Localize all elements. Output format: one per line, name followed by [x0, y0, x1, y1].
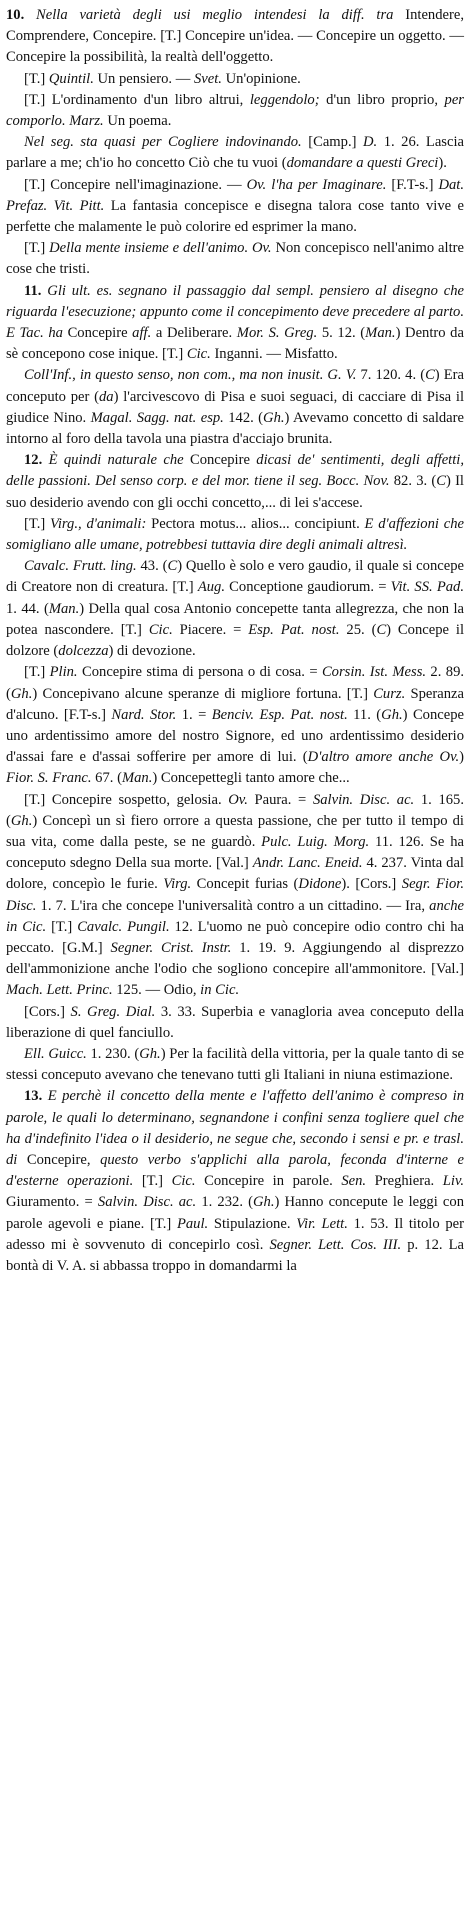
text-run: aff.	[132, 325, 152, 342]
text-run: ) Per la facilità della vittoria, per la quale tanto di se stessi conceputo avevano che tenevano tutti gli Italiani in niuna estimazione.	[6, 1045, 464, 1084]
text-run: Intendere, Comprendere, Concepire. [T.] Concepire un'idea. — Concepire un oggetto. — Concepire la possibilità, la realtà dell'oggetto.	[6, 7, 464, 66]
para-plin	[6, 662, 464, 789]
text-run: per comporlo. Marz.	[6, 91, 464, 130]
text-run: Cic.	[171, 1173, 196, 1190]
text-run: Concepire	[183, 452, 257, 469]
text-run: Concepit furias (	[191, 876, 299, 893]
text-run: ).	[438, 155, 447, 172]
text-run: anche in Cic.	[6, 897, 464, 935]
text-run: Un poema.	[103, 113, 172, 130]
text-run: 5. 12. (	[317, 325, 366, 342]
text-run: Concepire stima di persona o di cosa. =	[77, 664, 322, 681]
text-run: [Camp.]	[301, 134, 363, 151]
text-run: [T.]	[24, 70, 49, 87]
text-run: 4. 237. Vinta dal dolore, concepìo le furie.	[6, 855, 464, 893]
para-virg-animali	[6, 514, 464, 556]
text-run: Paul.	[176, 1215, 209, 1232]
text-run: 43. (	[136, 558, 168, 575]
para-quintil	[6, 69, 464, 90]
text-run: Segner. Lett. Cos. III.	[269, 1236, 402, 1253]
text-run: Andr. Lanc. Eneid.	[252, 855, 363, 872]
text-run: ) Avevamo concetto di saldare intorno al foro della tavola una piastra d'acciajo brunita.	[6, 409, 464, 448]
text-run: Concepire in parole.	[195, 1173, 342, 1190]
text-run: ) Hanno concepute le leggi con parole agevoli e piane. [T.]	[6, 1194, 464, 1232]
text-run: Un'opinione.	[221, 70, 301, 87]
text-run: Coll'Inf., in questo senso, non com., ma non inusit. G. V.	[24, 367, 357, 384]
text-run: Speranza d'alcuno. [F.T-s.]	[6, 685, 464, 723]
text-run: ) Concepivano alcune speranze di migliore fortuna. [T.]	[32, 685, 374, 702]
para-sospetto	[6, 790, 464, 1002]
section-10	[6, 5, 464, 69]
text-run: Concepire	[62, 325, 133, 342]
text-run: È quindi naturale che	[42, 452, 184, 469]
text-run: ) Dentro da sè concepono cose inique. [T.]	[6, 325, 464, 363]
text-run: Didone	[298, 876, 342, 893]
para-greg-dial	[6, 1002, 464, 1044]
section-11	[6, 281, 464, 366]
text-run: Nella varietà degli usi meglio intendesi la diff. tra	[24, 7, 394, 23]
text-run: 3. 33. Superbia e vanagloria avea conceputo della liberazione di quel fanciullo.	[6, 1003, 465, 1041]
text-run: Plin.	[49, 664, 78, 681]
text-run: [T.]	[24, 515, 51, 532]
text-run: Corsin. Ist. Mess.	[321, 664, 427, 681]
text-run: Curz.	[373, 685, 406, 702]
para-imaginazione	[6, 175, 464, 239]
text-run: Vit. SS. Pad.	[390, 579, 464, 596]
section-number: 11.	[24, 282, 42, 299]
text-run: La fantasia concepisce e disegna talora cose tanto vive e perfette che malamente le può colorire ed esprimer la mano.	[6, 197, 464, 236]
text-run: Stipulazione.	[208, 1215, 297, 1232]
text-run: Gh.	[253, 1194, 275, 1211]
text-run: Man.	[121, 770, 153, 787]
text-run: [T.]	[133, 1173, 172, 1190]
text-run: 25. (	[339, 621, 377, 638]
text-run: Man.	[365, 325, 396, 342]
text-run: d'un libro proprio,	[319, 91, 445, 108]
text-run: Liv.	[442, 1173, 464, 1190]
text-run: [F.T-s.]	[386, 176, 439, 193]
text-run: E perchè il concetto della mente e l'affetto dell'animo è compreso in parole, le quali lo determinano, segnandone i confini senza togliere quel che ha d'indefinito l'idea o il desiderio, ne segue che, secondo i sensi e pr. e trasl. di	[6, 1088, 464, 1168]
text-run: Nel seg. sta quasi per Cogliere indovinando.	[24, 134, 302, 151]
section-12	[6, 450, 464, 514]
text-run: 2. 89. (	[6, 664, 465, 702]
text-run: 1. 7. L'ira che concepe l'universalità contro a un cittadino. — Ira,	[36, 897, 430, 914]
text-run: Preghiera.	[366, 1173, 443, 1190]
text-run: ) Era conceputo per (	[6, 367, 464, 405]
text-run: Benciv. Esp. Pat. nost.	[211, 706, 348, 723]
text-run: Virg., d'animali:	[50, 515, 147, 532]
text-run: Cavalc. Pungil.	[77, 918, 170, 935]
text-run: Salvin. Disc. ac.	[312, 791, 415, 808]
text-run: 1. 53. Il titolo per adesso mi è sovvenuto di concepirlo così.	[6, 1215, 465, 1253]
para-ordinamento	[6, 90, 464, 132]
text-run: C	[167, 558, 178, 575]
text-run: Mach. Lett. Princ.	[6, 982, 113, 999]
text-run: [T.]	[24, 240, 50, 257]
text-run: Quintil.	[48, 70, 94, 87]
text-run: dolcezza	[58, 643, 109, 660]
text-run: Gli ult. es. segnano il passaggio dal sempl. pensiero al disegno che riguarda l'esecuzione; appunto come il concepimento deve precedere al parto. E Tac. ha	[6, 282, 464, 342]
text-run: 11. 126. Se ha conceputo sdegno Della sua morte. [Val.]	[6, 833, 464, 872]
text-run: ) Concepettegli tanto amore che...	[152, 770, 350, 787]
text-run: Della mente insieme e dell'animo. Ov.	[49, 240, 272, 257]
text-run: Giuramento. =	[6, 1194, 98, 1211]
text-run: ) Concepì un sì fiero orrore a questa passione, che per tutto il tempo di sua vita, come dalla peste, se ne guardò.	[6, 812, 464, 850]
text-run: Un pensiero. —	[93, 70, 194, 87]
text-run: ) l'arcivescovo di Pisa e suoi seguaci, di cacciare di Pisa il giudice Nino.	[6, 388, 465, 426]
text-run: ) Concepe uno ardentissimo amore del nostro Signore, ed uno ardentissimo desiderio d'assai fare e d'assai sofferire per amore di lui. (	[6, 706, 464, 766]
text-run: E d'affezioni che somigliano alle umane, potrebbesi tuttavia dire degli animali altresì.	[6, 515, 465, 554]
text-run: Vir. Lett.	[296, 1215, 348, 1232]
text-run: 1. 165. (	[6, 791, 464, 829]
text-run: Virg.	[163, 876, 192, 893]
text-run: Cavalc. Frutt. ling.	[24, 558, 137, 575]
text-run: 1. 19. 9. Aggiungendo al disprezzo dell'ammonizione anche l'odio che sogliono concepire all'ammonitore. [Val.]	[6, 939, 464, 978]
text-run: ) Concepe il dolzore (	[6, 621, 465, 660]
text-run: Paura. =	[247, 791, 313, 808]
para-coll-inf	[6, 365, 464, 450]
text-run: Concepire,	[17, 1151, 101, 1168]
text-run: 7. 120. 4. (	[356, 367, 426, 384]
text-run: Cic.	[186, 346, 211, 363]
text-run: Ell. Guicc.	[24, 1045, 87, 1062]
text-run: Dat. Prefaz. Vit. Pitt.	[6, 176, 464, 214]
text-run: ) Quello è solo e vero gaudio, il quale si concepe di Creatore non di creatura. [T.]	[6, 558, 464, 596]
text-run: ) Della qual cosa Antonio concepette tanta allegrezza, che non la potea nascondere. [T.]	[6, 600, 464, 638]
para-guicc	[6, 1044, 464, 1086]
section-number: 13.	[24, 1088, 43, 1105]
text-run: da	[99, 388, 114, 405]
text-run: 142. (	[223, 409, 264, 426]
text-run: domandare a questi Greci	[286, 155, 439, 172]
text-run: dicasi de' sentimenti, degli affetti, delle passioni. Del senso corp. e del mor. tiene il seg. Bocc. Nov.	[6, 452, 464, 490]
text-run: questo verbo s'applichi alla parola, feconda d'interne e d'esterne operazioni.	[6, 1151, 464, 1190]
section-number: 12.	[24, 452, 43, 469]
text-run: 1. =	[176, 706, 212, 723]
text-run: Sen.	[341, 1173, 367, 1190]
text-run: D'altro amore anche Ov.	[307, 749, 460, 766]
text-run: in Cic.	[200, 982, 240, 999]
text-run: Gh.	[10, 812, 33, 829]
text-run: Fior. S. Franc.	[6, 770, 92, 787]
text-run: Ov.	[228, 791, 248, 808]
text-run: Non concepisco nell'animo altre cose che tristi.	[6, 240, 464, 278]
text-run: [T.]	[24, 664, 50, 681]
text-run: 82. 3. (	[389, 473, 437, 490]
text-run: 125. — Odio,	[112, 982, 201, 999]
text-run: [T.] Concepire sospetto, gelosia.	[24, 791, 229, 808]
text-run: Conceptione gaudiorum. =	[224, 579, 391, 596]
para-cavalc	[6, 556, 464, 662]
text-run: Man.	[48, 600, 80, 617]
text-run: ) di devozione.	[108, 643, 196, 660]
text-run: S. Greg. Dial.	[70, 1003, 156, 1020]
text-run: Esp. Pat. nost.	[248, 621, 340, 638]
text-run: a Deliberare.	[151, 325, 237, 342]
text-run: 1. 44. (	[6, 600, 49, 617]
text-run: [Cors.]	[24, 1003, 71, 1020]
text-run: )	[459, 749, 464, 766]
text-run: 67. (	[91, 770, 122, 787]
text-run: C	[425, 367, 435, 384]
text-run: ). [Cors.]	[341, 876, 402, 893]
text-run: ) Il suo desiderio avendo con gli occhi concetto,... di lei s'accese.	[6, 473, 464, 511]
text-run: Cic.	[148, 621, 173, 638]
section-13	[6, 1086, 464, 1277]
text-run: Gh.	[263, 409, 285, 426]
text-run: C	[436, 473, 446, 490]
text-run: Ov. l'ha per Imaginare.	[246, 176, 387, 193]
text-run: Pulc. Luig. Morg.	[261, 833, 370, 850]
text-run: Pectora motus... alios... concipiunt.	[146, 515, 365, 532]
text-run: Segner. Crist. Instr.	[110, 939, 232, 956]
text-run: Mor. S. Greg.	[236, 325, 318, 342]
text-run: D.	[362, 134, 378, 151]
text-run: Inganni. — Misfatto.	[210, 346, 338, 363]
text-run: Salvin. Disc. ac.	[97, 1194, 197, 1211]
text-run: p. 12. La bontà di V. A. si abbassa troppo in domandarmi la	[6, 1236, 464, 1274]
text-run: Gh.	[139, 1045, 161, 1062]
text-run: 12. L'uomo ne può concepire odio contro chi ha peccato. [G.M.]	[6, 918, 464, 956]
text-run: Piacere. =	[172, 621, 249, 638]
text-run: 1. 232. (	[196, 1194, 253, 1211]
section-number: 10.	[6, 7, 25, 23]
text-run: 1. 230. (	[86, 1045, 140, 1062]
text-run: [T.] L'ordinamento d'un libro altrui,	[24, 91, 250, 108]
para-mente-animo	[6, 238, 464, 280]
text-run: [T.] Concepire nell'imaginazione. —	[24, 176, 247, 193]
text-run: Segr. Fior. Disc.	[6, 876, 464, 914]
text-run: [T.]	[46, 918, 78, 935]
text-run: Aug.	[197, 579, 225, 596]
text-run: Svet.	[193, 70, 222, 87]
text-run: Nard. Stor.	[111, 706, 177, 723]
text-run: 1. 26. Lascia parlare a me; ch'io ho concetto Ciò che tu vuoi (	[6, 134, 465, 172]
text-run: C	[376, 621, 387, 638]
text-run: Magal. Sagg. nat. esp.	[90, 409, 224, 426]
text-run: Gh.	[10, 685, 33, 702]
text-run: leggendolo;	[249, 91, 320, 108]
text-run: 11. (	[347, 706, 382, 723]
text-run: Gh.	[381, 706, 403, 723]
para-nel-seg	[6, 132, 464, 174]
